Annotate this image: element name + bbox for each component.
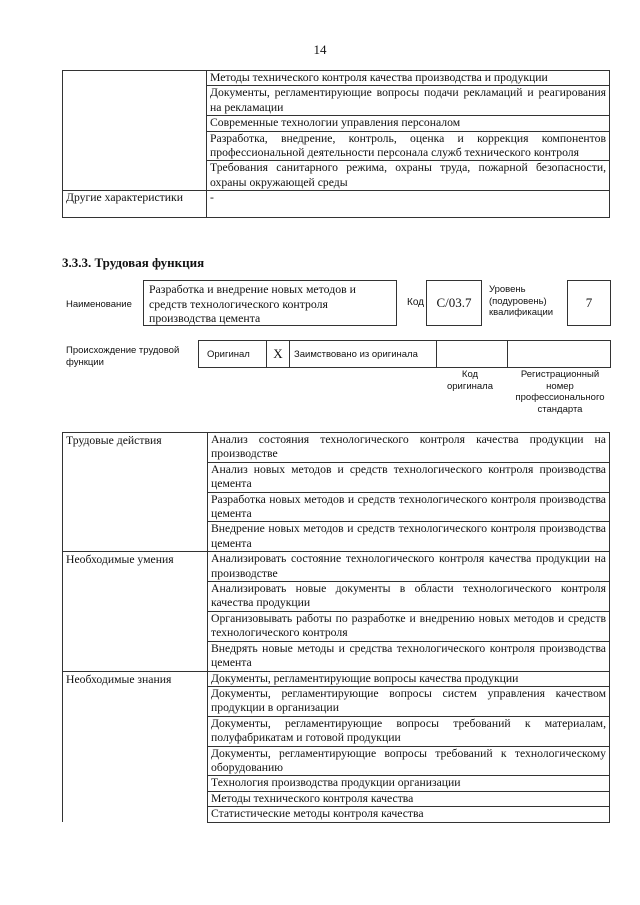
- function-code: С/03.7: [426, 280, 482, 326]
- list-item: Документы, регламентирующие вопросы качества продукции: [208, 671, 610, 686]
- code-original-caption: Код оригинала: [446, 369, 493, 392]
- row-text: Документы, регламентирующие вопросы подачи рекламаций и реагирования на рекламации: [207, 86, 610, 116]
- group-label-actions: Трудовые действия: [63, 433, 208, 552]
- list-item: Документы, регламентирующие вопросы систем управления качеством продукции в организации: [208, 686, 610, 716]
- table-row: [63, 116, 610, 131]
- row-label: [63, 86, 207, 116]
- list-item: Анализ состояния технологического контроля качества продукции на производстве: [208, 433, 610, 463]
- table-row: [63, 433, 610, 463]
- page-number: 14: [313, 42, 327, 57]
- row-label: [63, 161, 207, 191]
- other-characteristics-value: -: [207, 191, 610, 218]
- qualification-level: 7: [567, 280, 611, 326]
- knowledge-continuation-table: [62, 70, 610, 218]
- table-row: [63, 671, 610, 686]
- list-item: Анализ новых методов и средств технологического контроля производства цемента: [208, 462, 610, 492]
- code-original-cell: [437, 341, 508, 367]
- list-item: Внедрять новые методы и средства технологического контроля производства цемента: [208, 641, 610, 671]
- table-row: [63, 131, 610, 161]
- table-row: [63, 86, 610, 116]
- table-row: [63, 191, 610, 218]
- row-text: Современные технологии управления персоналом: [207, 116, 610, 131]
- group-label-knowledge: Необходимые знания: [63, 671, 208, 822]
- list-item: Документы, регламентирующие вопросы требований к технологическому оборудованию: [208, 746, 610, 776]
- function-name: Разработка и внедрение новых методов и средств технологического контроля производства цемента: [143, 280, 397, 326]
- borrowed-label: Заимствовано из оригинала: [290, 341, 437, 367]
- original-mark: X: [267, 341, 290, 367]
- list-item: Анализировать новые документы в области технологического контроля качества продукции: [208, 582, 610, 612]
- row-label: [63, 71, 207, 86]
- list-item: Организовывать работы по разработке и внедрению новых методов и средств технологического контроля: [208, 611, 610, 641]
- origin-row: [198, 340, 611, 368]
- group-label-skills: Необходимые умения: [63, 552, 208, 671]
- list-item: Разработка новых методов и средств технологического контроля производства цемента: [208, 492, 610, 522]
- row-text: Методы технического контроля качества производства и продукции: [207, 71, 610, 86]
- labor-function-table: [62, 432, 610, 823]
- table-row: [63, 552, 610, 582]
- list-item: Документы, регламентирующие вопросы требований к материалам, полуфабрикатам и готовой продукции: [208, 716, 610, 746]
- list-item: Анализировать состояние технологического контроля качества продукции на производстве: [208, 552, 610, 582]
- list-item: Технология производства продукции организации: [208, 776, 610, 791]
- list-item: Внедрение новых методов и средств технологического контроля производства цемента: [208, 522, 610, 552]
- row-label: [63, 131, 207, 161]
- original-label: Оригинал: [199, 341, 267, 367]
- origin-label: Происхождение трудовой функции: [66, 345, 180, 368]
- registration-number-caption: Регистрационный номер профессионального стандарта: [515, 369, 605, 415]
- section-title: 3.3.3. Трудовая функция: [62, 255, 205, 270]
- list-item: Методы технического контроля качества: [208, 791, 610, 806]
- row-text: Требования санитарного режима, охраны труда, пожарной безопасности, охраны окружающей среды: [207, 161, 610, 191]
- row-label: [63, 116, 207, 131]
- row-text: Разработка, внедрение, контроль, оценка и коррекция компонентов профессиональной деятельности персонала служб технического контроля: [207, 131, 610, 161]
- level-label: Уровень (подуровень) квалификации: [489, 284, 554, 318]
- name-label: Наименование: [66, 299, 132, 310]
- list-item: Статистические методы контроля качества: [208, 807, 610, 822]
- code-label: Код: [407, 297, 425, 308]
- registration-number-cell: [508, 341, 610, 367]
- other-characteristics-label: Другие характеристики: [63, 191, 207, 218]
- table-row: [63, 71, 610, 86]
- table-row: [63, 161, 610, 191]
